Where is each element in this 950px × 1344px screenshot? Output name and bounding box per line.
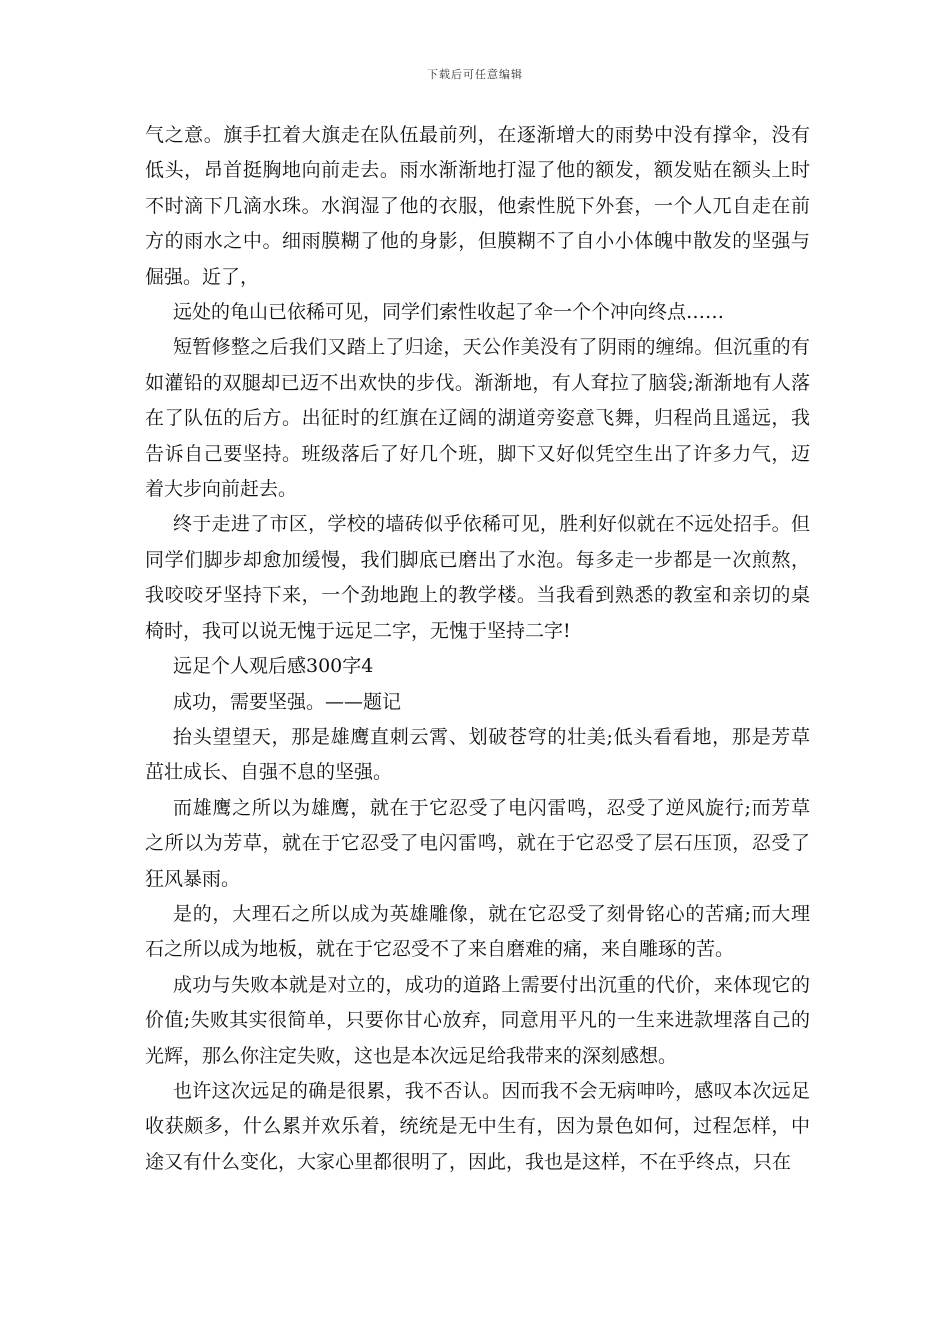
text-line: 狂风暴雨。 xyxy=(145,867,241,890)
paragraph xyxy=(145,507,810,649)
text-line: 告诉自己要坚持。班级落后了好几个班，脚下又好似凭空生出了许多力气，迈 xyxy=(145,442,810,465)
text-line: 低头，昂首挺胸地向前走去。雨水渐渐地打湿了他的额发，额发贴在额头上时 xyxy=(145,159,810,182)
text-line: 而雄鹰之所以为雄鹰，就在于它忍受了电闪雷鸣，忍受了逆风旋行;而芳草 xyxy=(173,796,810,819)
text-line: 同学们脚步却愈加缓慢，我们脚底已磨出了水泡。每多走一步都是一次煎熬， xyxy=(145,548,810,571)
paragraph xyxy=(145,330,810,507)
text-line: 不时滴下几滴水珠。水润湿了他的衣服，他索性脱下外套，一个人兀自走在前 xyxy=(145,194,810,217)
text-line: 倔强。近了， xyxy=(145,265,260,288)
text-line: 远足个人观后感300字4 xyxy=(173,655,374,678)
text-line: 我咬咬牙坚持下来，一个劲地跑上的教学楼。当我看到熟悉的教室和亲切的桌 xyxy=(145,584,810,607)
paragraph xyxy=(145,685,810,720)
text-line: 途又有什么变化，大家心里都很明了，因此，我也是这样，不在乎终点，只在 xyxy=(145,1150,792,1173)
paragraph xyxy=(145,295,810,330)
text-line: 方的雨水之中。细雨膜糊了他的身影，但膜糊不了自小小体魄中散发的坚强与 xyxy=(145,230,810,253)
text-line: 是的，大理石之所以成为英雄雕像，就在它忍受了刻骨铭心的苦痛;而大理 xyxy=(173,902,810,925)
text-line: 短暂修整之后我们又踏上了归途，天公作美没有了阴雨的缠绵。但沉重的有 xyxy=(173,336,810,359)
paragraph xyxy=(145,649,810,684)
page-header: 下载后可任意编辑 xyxy=(427,68,523,81)
text-line: 茁壮成长、自强不息的坚强。 xyxy=(145,761,393,784)
paragraph xyxy=(145,1074,810,1180)
paragraph xyxy=(145,118,810,295)
text-line: 如灌铅的双腿却已迈不出欢快的步伐。渐渐地，有人耷拉了脑袋;渐渐地有人落 xyxy=(145,371,810,394)
text-line: 成功与失败本就是对立的，成功的道路上需要付出沉重的代价，来体现它的 xyxy=(173,973,810,996)
text-line: 在了队伍的后方。出征时的红旗在辽阔的湖道旁姿意飞舞，归程尚且遥远，我 xyxy=(145,407,810,430)
paragraph xyxy=(145,791,810,897)
text-line: 远处的龟山已依稀可见，同学们索性收起了伞一个个冲向终点…… xyxy=(173,301,725,324)
text-line: 价值;失败其实很简单，只要你甘心放弃，同意用平凡的一生来进款埋落自己的 xyxy=(145,1009,810,1032)
text-line: 终于走进了市区，学校的墙砖似乎依稀可见，胜利好似就在不远处招手。但 xyxy=(173,513,810,536)
paragraph xyxy=(145,720,810,791)
text-line: 抬头望望天，那是雄鹰直刺云霄、划破苍穹的壮美;低头看看地，那是芳草 xyxy=(173,725,810,748)
text-line: 光辉，那么你注定失败，这也是本次远足给我带来的深刻感想。 xyxy=(145,1044,678,1067)
document-body xyxy=(145,118,810,1180)
text-line: 也许这次远足的确是很累，我不否认。因而我不会无病呻吟，感叹本次远足 xyxy=(173,1079,810,1102)
text-line: 之所以为芳草，就在于它忍受了电闪雷鸣，就在于它忍受了层石压顶，忍受了 xyxy=(145,832,810,855)
text-line: 着大步向前赶去。 xyxy=(145,478,298,501)
text-line: 收获颇多，什么累并欢乐着，统统是无中生有，因为景色如何，过程怎样，中 xyxy=(145,1115,810,1138)
text-line: 成功，需要坚强。——题记 xyxy=(173,690,402,713)
paragraph xyxy=(145,897,810,968)
paragraph xyxy=(145,968,810,1074)
text-line: 石之所以成为地板，就在于它忍受不了来自磨难的痛，来自雕琢的苦。 xyxy=(145,938,735,961)
text-line: 气之意。旗手扛着大旗走在队伍最前列，在逐渐增大的雨势中没有撑伞，没有 xyxy=(145,124,810,146)
text-line: 椅时，我可以说无愧于远足二字，无愧于坚持二字! xyxy=(145,619,571,642)
